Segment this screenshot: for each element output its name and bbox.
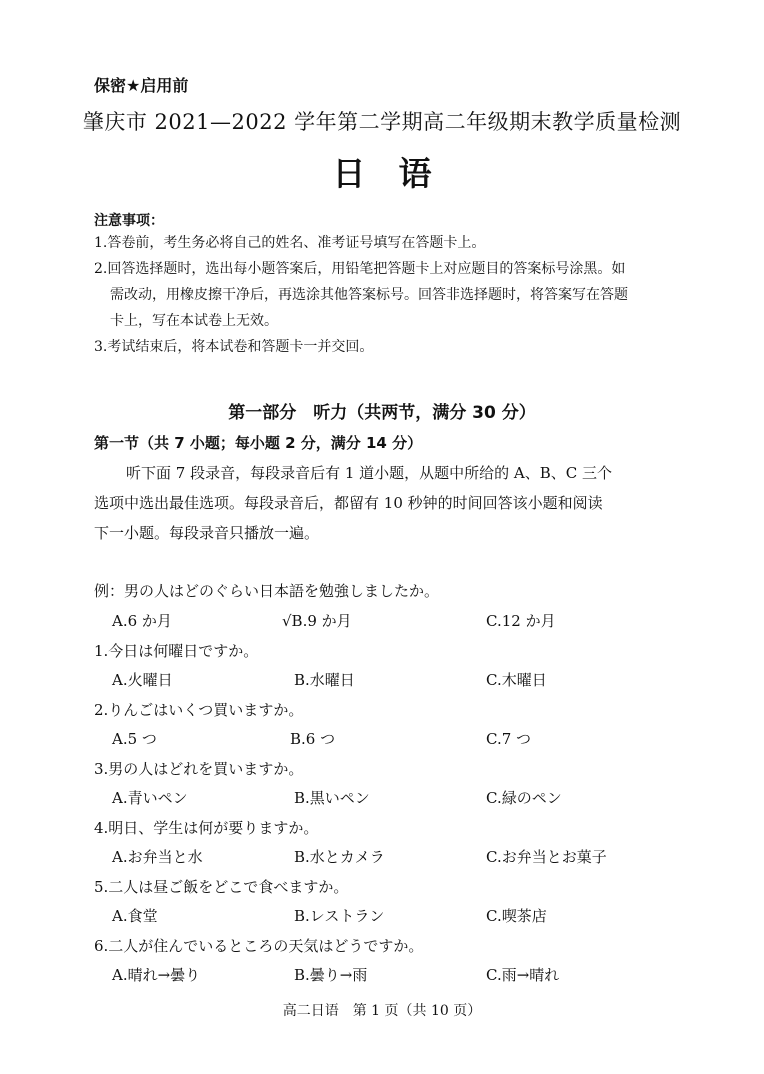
- example-option-b-answer: √B.9 か月: [282, 612, 352, 630]
- question-text: 3.男の人はどれを買いますか。: [94, 760, 304, 778]
- option-c: C.お弁当とお菓子: [486, 848, 607, 866]
- example-option-a: A.6 か月: [112, 612, 172, 630]
- confidential-mark: 保密★启用前: [94, 76, 189, 95]
- option-c: C.緑のペン: [486, 789, 562, 807]
- note-item-2-line-1: 2.回答选择题时，选出每小题答案后，用铅笔把答题卡上对应题目的答案标号涂黑。如: [94, 261, 626, 277]
- notes-heading: 注意事项：: [94, 213, 164, 229]
- option-b: B.6 つ: [290, 730, 336, 748]
- option-c: C.雨→晴れ: [486, 966, 560, 984]
- option-b: B.レストラン: [294, 907, 385, 925]
- option-b: B.曇り→雨: [294, 966, 368, 984]
- example-question-text: 例：男の人はどのぐらい日本語を勉強しましたか。: [94, 582, 440, 600]
- note-item-1: 1.答卷前，考生务必将自己的姓名、准考证号填写在答题卡上。: [94, 235, 486, 251]
- question-text: 4.明日、学生は何が要りますか。: [94, 819, 319, 837]
- exam-title: 肇庆市 2021—2022 学年第二学期高二年级期末教学质量检测: [82, 110, 682, 134]
- option-a: A.晴れ→曇り: [112, 966, 201, 984]
- option-b: B.水曜日: [294, 671, 355, 689]
- part-title: 第一部分 听力（共两节，满分 30 分）: [228, 403, 536, 423]
- page-footer: 高二日语 第 1 页（共 10 页）: [282, 1003, 482, 1019]
- option-a: A.5 つ: [112, 730, 157, 748]
- option-a: A.食堂: [112, 907, 158, 925]
- note-item-3: 3.考试结束后，将本试卷和答题卡一并交回。: [94, 339, 374, 355]
- option-c: C.木曜日: [486, 671, 547, 689]
- section-title: 第一节（共 7 小题；每小题 2 分，满分 14 分）: [94, 434, 423, 452]
- instruction-line-3: 下一小题。每段录音只播放一遍。: [94, 524, 320, 542]
- question-text: 2.りんごはいくつ買いますか。: [94, 701, 304, 719]
- option-a: A.青いペン: [112, 789, 188, 807]
- option-b: B.水とカメラ: [294, 848, 385, 866]
- note-item-2-line-3: 卡上，写在本试卷上无效。: [110, 313, 278, 329]
- question-text: 5.二人は昼ご飯をどこで食べますか。: [94, 878, 349, 896]
- instruction-line-1: 听下面 7 段录音，每段录音后有 1 道小题，从题中所给的 A、B、C 三个: [126, 464, 613, 482]
- option-a: A.火曜日: [112, 671, 173, 689]
- option-c: C.喫茶店: [486, 907, 547, 925]
- option-c: C.7 つ: [486, 730, 532, 748]
- subject-title: 日 语: [332, 154, 432, 193]
- question-text: 1.今日は何曜日ですか。: [94, 642, 259, 660]
- question-text: 6.二人が住んでいるところの天気はどうですか。: [94, 937, 424, 955]
- instruction-line-2: 选项中选出最佳选项。每段录音后，都留有 10 秒钟的时间回答该小题和阅读: [94, 494, 603, 512]
- option-a: A.お弁当と水: [112, 848, 203, 866]
- note-item-2-line-2: 需改动，用橡皮擦干净后，再选涂其他答案标号。回答非选择题时，将答案写在答题: [110, 287, 628, 303]
- example-option-c: C.12 か月: [486, 612, 556, 630]
- option-b: B.黒いペン: [294, 789, 370, 807]
